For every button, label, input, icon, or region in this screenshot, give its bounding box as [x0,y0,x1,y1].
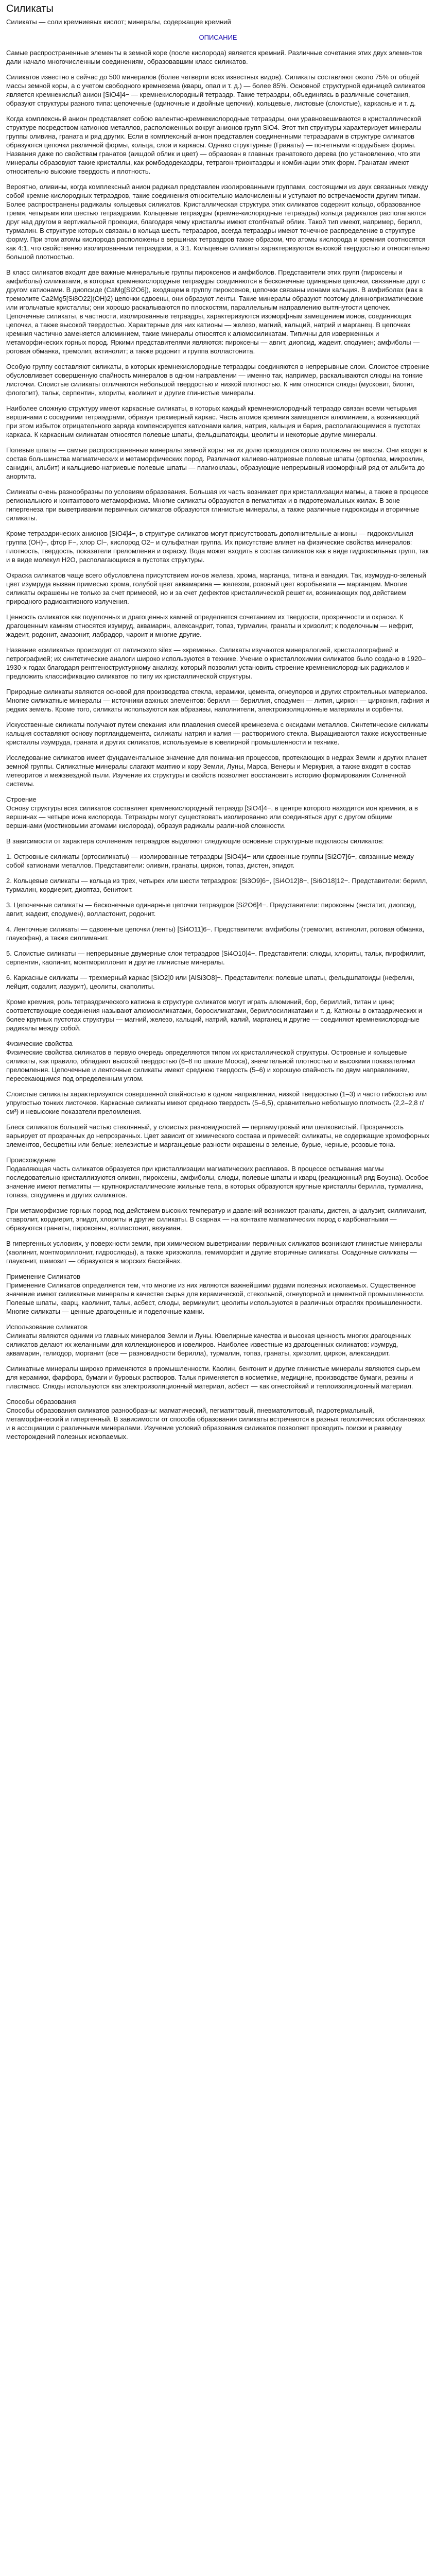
paragraph: В зависимости от характера сочленения тетраэдров выделяют следующие основные структурные подклассы силикатов: [6,837,384,845]
paragraph: В класс силикатов входят две важные минеральные группы пироксенов и амфиболов. Представители этих групп (пироксены и амфиболы) силикатами, в которых кремнекислородные тетраэдры соединяются в бесконечные одинарные цепочки, связанные друг с другом катионами. В диопсиде (CaMg[Si2O6]), входящем в группу пироксенов, цепочки связаны ионами кальция. В амфиболах (как в тремолите Ca2Mg5[Si8O22](OH)2) цепочки сдвоены, они образуют ленты. Такие минералы образуют поэтому длиннопризматические или игольчатые кристаллы; они хорошо раскалываются по плоскостям, параллельным направлению вытянутости цепочек. Цепочечные силикаты, в частности, изолированные тетраэдры, характеризуются изоморфным замещением ионов, соединяющих цепочки, а также высокой твердостью. Характерные для них катионы — железо, магний, кальций, натрий и марганец. В цепочках кремния частично заменяется алюминием, такие минералы относятся к алюмосиликатам. Типичны для изверженных и метаморфических горных пород. Яркими представителями являются: пироксены — авгит, диопсид, жадеит, сподумен; амфиболы — роговая обманка, тремолит, актинолит; а также родонит и группа волластонита. [6,268,425,355]
paragraph: Силикаты — соли кремниевых кислот; минералы, содержащие кремний [6,18,231,26]
paragraph: 3. Цепочечные силикаты — бесконечные одинарные цепочки тетраэдров [Si2O6]4−. Представители: пироксены (энстатит, диопсид, авгит, жадеит, сподумен), волластонит, родонит. [6,901,416,918]
paragraph: Когда комплексный анион представляет собою валентно-кремнекислородные тетраэдры, они уравновешиваются в кристаллической структуре посредством катионов металлов, расположенных вокруг анионов групп SiO4. Этот тип структуры характеризует минералы группы оливина, граната и ряд других. Если в комплексный анион представлен соединенными тетраэдрами в структуре силикатов образуются цепочки различной формы, кольца, слои и каркасы. Однако структурные (Гранаты) — по-гетными «гордыбые» формы. Названия даже по свойствам гранатов (аишдой облик и цвет) — образован в главных гранатового дерева (по установлению, что эти минералы образовуют такие кристаллы, как ромбододекаэдры, тетрагон-триоктаэдры и комбинации этих форм. Гранатам имеют относительно высокие твердость и плотность. [6,115,422,175]
section-heading: Физические свойства [6,1040,73,1047]
paragraph: Название «силикаты» происходит от латинского silex — «кремень». Силикаты изучаются минералогией, кристаллографией и петрографией; их синтетические аналоги широко используются в технике. Учение о кристаллохимии силикатов было создано в 1920–1930-х годах благодаря рентгеноструктурному анализу, который позволил установить строение кремнекислородных радикалов и предложить классификацию силикатов по типу их кристаллической структуры. [6,646,426,680]
article-body [6,18,430,1441]
paragraph: Блеск силикатов большей частью стеклянный, у слоистых разновидностей — перламутровый или шелковистый. Прозрачность варьирует от прозрачных до непрозрачных. Цвет зависит от химического состава и примесей: силикаты, не содержащие хромофорных элементов, бесцветны или белые; железистые и марганцевые разности окрашены в зеленые, бурые, черные, розовые тона. [6,1123,430,1148]
paragraph: Искусственные силикаты получают путем спекания или плавления смесей кремнезема с оксидами металлов. Синтетические силикаты кальция составляют основу портландцемента, силикаты натрия и калия — растворимого стекла. Выращиваются также искусственные кристаллы изумруда, граната и других силикатов, используемые в ювелирной промышленности и технике. [6,721,429,746]
paragraph: Силикаты очень разнообразны по условиям образования. Большая их часть возникает при кристаллизации магмы, а также в процессе регионального и контактового метаморфизма. Многие силикаты образуются в пегматитах и в гидротермальных жилах. В зоне гипергенеза при выветривании первичных силикатов образуются глинистые минералы, а также различные гидроксиды и вторичные силикаты. [6,488,429,522]
paragraph: 6. Каркасные силикаты — трехмерный каркас [SiO2]0 или [AlSi3O8]−. Представители: полевые шпаты, фельдшпатоиды (нефелин, лейцит, содалит, лазурит), цеолиты, скаполиты. [6,974,415,990]
paragraph: Кроме кремния, роль тетраэдрического катиона в структуре силикатов могут играть алюминий, бор, бериллий, титан и цинк; соответствующие соединения называют алюмосиликатами, боросиликатами, бериллосиликатами и т. д. Катионы в октаэдрических и более крупных пустотах структуры — магний, железо, кальций, натрий, калий, марганец и другие — соединяют кремнекислородные радикалы между собой. [6,998,423,1032]
paragraph: Способы образования силикатов разнообразны: магматический, пегматитовый, пневматолитовый, гидротермальный, метаморфический и гипергенный. В зависимости от способа образования силикаты встречаются в разных геологических обстановках и в ассоциации с различными минералами. Изучение условий образования силикатов позволяет проводить поиски и разведку месторождений полезных ископаемых. [6,1406,425,1440]
paragraph: Силикатов известно в сейчас до 500 минералов (более четверти всех известных видов). Силикаты составляют около 75% от общей массы земной коры, а с учетом свободного кремнезема (кварц, опал и т. д.) — более 85%. Основной структурной единицей силикатов является кремнекислый анион [SiO4]4− — кремнекислородный тетраэдр. Такие тетраэдры, объединяясь в различные сочетания, образуют структуры разного типа: цепочечные (одиночные и двойные цепочки), кольцевые, листовые (слоистые), каркасные и т. д. [6,73,426,107]
paragraph: Силикатные минералы широко применяются в промышленности. Каолин, бентонит и другие глинистые минералы являются сырьем для керамики, фарфора, бумаги и буровых растворов. Тальк применяется в косметике, медицине, производстве бумаги, резины и пластмасс. Слюды используются как электроизоляционный материал, асбест — как огнестойкий и теплоизоляционный материал. [6,1365,420,1390]
paragraph: Исследование силикатов имеет фундаментальное значение для понимания процессов, протекающих в недрах Земли и других планет земной группы. Силикатные минералы слагают мантию и кору Земли, Луны, Марса, Венеры и Меркурия, а также входят в состав метеоритов и межзвездной пыли. Изучение их структуры и свойств позволяет восстановить историю формирования Солнечной системы. [6,754,427,788]
paragraph: Наиболее сложную структуру имеют каркасные силикаты, в которых каждый кремнекислородный тетраэдр связан всеми четырьмя вершинами с соседними тетраэдрами, образуя трехмерный каркас. Часть атомов кремния замещается алюминием, а возникающий при этом избыток отрицательного заряда компенсируется катионами калия, натрия, кальция и бария, располагающимися в пустотах каркаса. К каркасным силикатам относятся полевые шпаты, фельдшпатоиды, цеолиты и некоторые другие минералы. [6,404,421,438]
paragraph: Природные силикаты являются основой для производства стекла, керамики, цемента, огнеупоров и других строительных материалов. Многие силикатные минералы — источники важных элементов: берилл — бериллия, сподумен — лития, циркон — циркония, гафния и редких земель. Кроме того, силикаты используются как абразивы, наполнители, электроизоляционные материалы и сорбенты. [6,688,429,713]
paragraph: При метаморфизме горных пород под действием высоких температур и давлений возникают гранаты, дистен, андалузит, силлиманит, ставролит, кордиерит, эпидот, хлориты и другие силикаты. В скарнах — на контакте магматических пород с карбонатными — образуются гранаты, пироксены, волластонит, везувиан. [6,1207,426,1232]
paragraph: Особую группу составляют силикаты, в которых кремнекислородные тетраэдры соединяются в непрерывные слои. Слоистое строение обусловливает совершенную спайность минералов в одном направлении — именно так, например, раскалываются слюды на тонкие листочки. Слоистые силикаты отличаются небольшой твердостью и низкой плотностью. К ним относятся слюды (мусковит, биотит, флогопит), тальк, серпентин, хлориты, каолинит и другие глинистые минералы. [6,363,429,397]
section-heading: Происхождение [6,1156,56,1164]
paragraph: 1. Островные силикаты (ортосиликаты) — изолированные тетраэдры [SiO4]4− или сдвоенные группы [Si2O7]6−, связанные между собой катионами металлов. Представители: оливин, гранаты, циркон, топаз, дистен, эпидот. [6,853,414,869]
paragraph: Вероятно, оливины, когда комплексный анион радикал представлен изолированными группами, состоящими из двух связанных между собой кремне-кислородных тетраэдров, такие соединения относительно малочисленны и уступают по встречаемости другим типам. Более распространены радикалы кольцевых силикатов. Кристаллическая структура этих силикатов содержит кольцо, образованное тремя, четырьмя или шестью тетраэдрами. Кольцевые тетраэдры (кремне-кислородные тетраэдры) кольца радикалов располагаются друг над другом в вертикальной проекции, благодаря чему кристаллы имеют столбчатый облик. Такой тип имеют, например, берилл, турмалин. В структуре которых связаны в кольца шесть тетраэдров, всегда тетраэдры имеют точечное распределение в структуре форму. При этом атомы кислорода расположены в вершинах тетраэдров также образом, что атомы кислорода и кремния соотносятся как 4:1, что свойственно изолированным тетраэдрам, а 3:1. Кольцевые силикаты характеризуются высокой твердостью и относительно большой плотностью. [6,183,430,261]
paragraph: Основу структуры всех силикатов составляет кремнекислородный тетраэдр [SiO4]4−, в центре которого находится ион кремния, а в вершинах — четыре иона кислорода. Тетраэдры могут существовать изолированно или соединяться друг с другом общими вершинами (мостиковыми атомами кислорода), образуя радикалы различной сложности. [6,804,418,829]
section-heading: Применение Силикатов [6,1273,81,1280]
page-title: Силикаты [6,3,54,14]
paragraph: Самые распространенные элементы в земной коре (после кислорода) является кремний. Различные сочетания этих двух элементов дали начало многочисленным соединениям, образовавшим класс силикатов. [6,49,422,65]
paragraph: 4. Ленточные силикаты — сдвоенные цепочки (ленты) [Si4O11]6−. Представители: амфиболы (тремолит, актинолит, роговая обманка, глаукофан), а также силлиманит. [6,925,425,942]
section-heading: Строение [6,795,37,803]
paragraph: Ценность силикатов как поделочных и драгоценных камней определяется сочетанием их твердости, прозрачности и окраски. К драгоценным камням относятся изумруд, аквамарин, александрит, топаз, турмалин, гранаты и хризолит; к поделочным — нефрит, жадеит, родонит, амазонит, лабрадор, чароит и многие другие. [6,613,413,638]
paragraph: Применение Силикатов определяется тем, что многие из них являются важнейшими рудами полезных ископаемых. Существенное значение имеют силикатные минералы в качестве сырья для керамической, стекольной, огнеупорной и цементной промышленности. Полевые шпаты, кварц, каолинит, тальк, асбест, слюды, вермикулит, цеолиты используются в различных отраслях промышленности. Многие силикаты — ценные драгоценные и поделочные камни. [6,1281,425,1315]
section-link-description[interactable]: ОПИСАНИЕ [199,33,237,41]
paragraph: Кроме тетраэдрических анионов [SiO4]4−, в структуре силикатов могут присутствовать дополнительные анионы — гидроксильная группа (OH)−, фтор F−, хлор Cl−, кислород O2− и сульфатная группа. Их присутствие влияет на физические свойства минералов: плотность, твердость, показатели преломления и окраску. Вода может входить в состав силикатов как в виде гидроксильных групп, так и в виде молекул H2O, располагающихся в пустотах структуры. [6,530,429,564]
paragraph: Полевые шпаты — самые распространенные минералы земной коры: на их долю приходится около половины ее массы. Они входят в состав большинства магматических и метаморфических пород. Различают калиево-натриевые полевые шпаты (ортоклаз, микроклин, санидин, альбит) и кальциево-натриевые полевые шпаты — плагиоклазы, образующие непрерывный изоморфный ряд от альбита до анортита. [6,446,427,480]
paragraph: Слоистые силикаты характеризуются совершенной спайностью в одном направлении, низкой твердостью (1–3) и часто гибкостью или упругостью тонких листочков. Каркасные силикаты имеют среднюю твердость (5–6,5), сравнительно небольшую плотность (2,2–2,8 г/см³) и невысокие показатели преломления. [6,1090,427,1115]
paragraph: 5. Слоистые силикаты — непрерывные двумерные слои тетраэдров [Si4O10]4−. Представители: слюды, хлориты, тальк, пирофиллит, серпентин, каолинит, монтмориллонит и другие глинистые минералы. [6,950,425,966]
section-center-heading [6,33,430,42]
paragraph: Окраска силикатов чаще всего обусловлена присутствием ионов железа, хрома, марганца, титана и ванадия. Так, изумрудно-зеленый цвет изумруда вызван примесью хрома, голубой цвет аквамарина — железом, розовый цвет воробьевита — марганцем. Многие силикаты окрашены не только за счет примесей, но и за счет дефектов кристаллической решетки, возникающих под действием природного радиоактивного излучения. [6,571,426,605]
paragraph: Подавляющая часть силикатов образуется при кристаллизации магматических расплавов. В процессе остывания магмы последовательно кристаллизуются оливин, пироксены, амфиболы, слюды, полевые шпаты и кварц (реакционный ряд Боуэна). Особое значение имеют пегматиты — крупнокристаллические жильные тела, в которых образуются крупные кристаллы берилла, турмалина, топаза, сподумена и других силикатов. [6,1165,429,1199]
section-heading: Способы образования [6,1398,76,1405]
paragraph: Силикаты являются одними из главных минералов Земли и Луны. Ювелирные качества и высокая ценность многих драгоценных силикатов делают их желанными для коллекционеров и ювелиров. Наиболее известные из драгоценных силикатов: изумруд, аквамарин, гелиодор, морганит (все — разновидности берилла), турмалин, топаз, гранаты, хризолит, циркон, александрит. [6,1332,411,1357]
section-heading: Использование силикатов [6,1323,88,1331]
paragraph: В гипергенных условиях, у поверхности земли, при химическом выветривании первичных силикатов возникают глинистые минералы (каолинит, монтмориллонит, гидрослюды), а также хризоколла, гемиморфит и другие вторичные силикаты. Осадочные силикаты — глауконит, шамозит — образуются в морских бассейнах. [6,1240,422,1265]
paragraph: Физические свойства силикатов в первую очередь определяются типом их кристаллической структуры. Островные и кольцевые силикаты, как правило, обладают высокой твердостью (6–8 по шкале Мооса), значительной плотностью и высокими показателями преломления. Цепочечные и ленточные силикаты имеют среднюю твердость (5–6) и хорошую спайность по двум направлениям, пересекающимся под определенным углом. [6,1048,415,1082]
paragraph: 2. Кольцевые силикаты — кольца из трех, четырех или шести тетраэдров: [Si3O9]6−, [Si4O12]8−, [Si6O18]12−. Представители: берилл, турмалин, кордиерит, диоптаз, бенитоит. [6,877,428,893]
